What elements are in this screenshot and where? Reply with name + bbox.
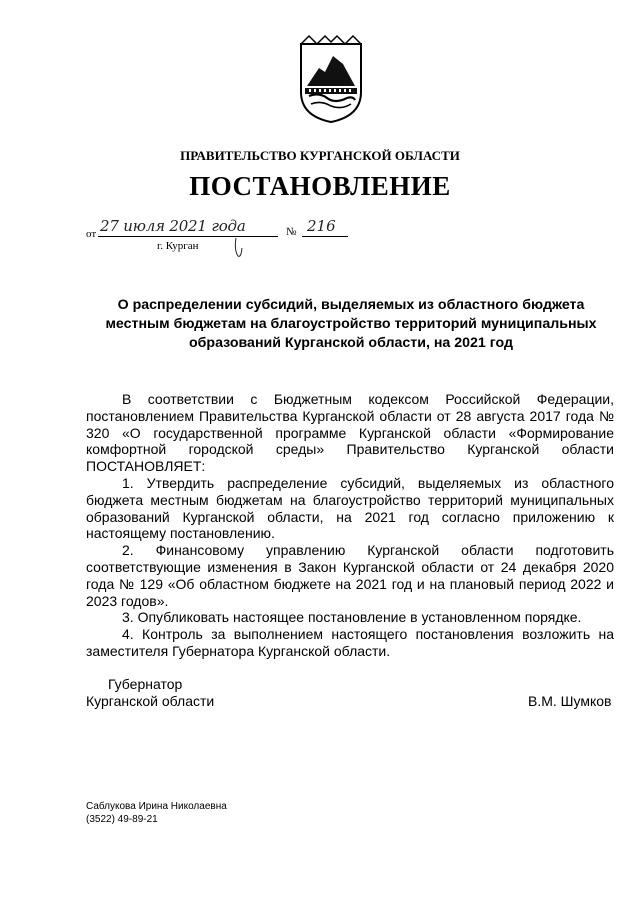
paragraph-item-1: 1. Утвердить распределение субсидий, выделяемых из областного бюджета местным бюджетам на благоустройство территорий муниципальных образований Курганской области, на 2021 год согласно приложению к настоящему постановлению. xyxy=(86,474,614,542)
number-underline xyxy=(302,236,348,237)
paragraph-item-3: 3. Опубликовать настоящее постановление в установленном порядке. xyxy=(122,609,582,626)
handwritten-date: 27 июля 2021 года xyxy=(100,217,246,235)
signer-position xyxy=(86,676,214,710)
handwritten-stroke xyxy=(232,236,246,260)
document-type-title: ПОСТАНОВЛЕНИЕ xyxy=(189,171,451,201)
date-underline xyxy=(98,236,278,237)
signer-name: В.М. Шумков xyxy=(528,693,612,709)
signer-position-line1: Губернатор xyxy=(108,676,183,692)
paragraph-preamble: В соответствии с Бюджетным кодексом Российской Федерации, постановлением Правительства Курганской области от 28 августа 2017 года № 320 «О государственной программе Курганской области «Формирование комфортной городской среды» Правительство Курганской области ПОСТАНОВЛЯЕТ: xyxy=(86,391,614,475)
paragraph-item-4: 4. Контроль за выполнением настоящего постановления возложить на заместителя Губернатора Курганской области. xyxy=(86,626,614,659)
document-heading: О распределении субсидий, выделяемых из областного бюджета местным бюджетам на благоустройство территорий муниципальных образований Курганской области, на 2021 год xyxy=(105,297,597,351)
paragraph-item-2: 2. Финансовому управлению Курганской области подготовить соответствующие изменения в Закон Курганской области от 24 декабря 2020 года № 129 «Об областном бюджете на 2021 год и на плановый период 2022 и 2023 годов». xyxy=(86,542,614,609)
number-label: № xyxy=(286,226,297,238)
date-from-label: от xyxy=(86,228,97,240)
government-title: ПРАВИТЕЛЬСТВО КУРГАНСКОЙ ОБЛАСТИ xyxy=(180,148,460,163)
signer-position-line2: Курганской области xyxy=(86,693,215,709)
kurgan-coat-of-arms-icon xyxy=(297,34,365,124)
executor-info xyxy=(86,800,227,826)
handwritten-number: 216 xyxy=(307,217,336,235)
document-body xyxy=(86,391,614,660)
city-label: г. Курган xyxy=(157,240,199,252)
executor-phone: (3522) 49-89-21 xyxy=(86,814,158,825)
executor-name: Саблукова Ирина Николаевна xyxy=(86,801,227,812)
